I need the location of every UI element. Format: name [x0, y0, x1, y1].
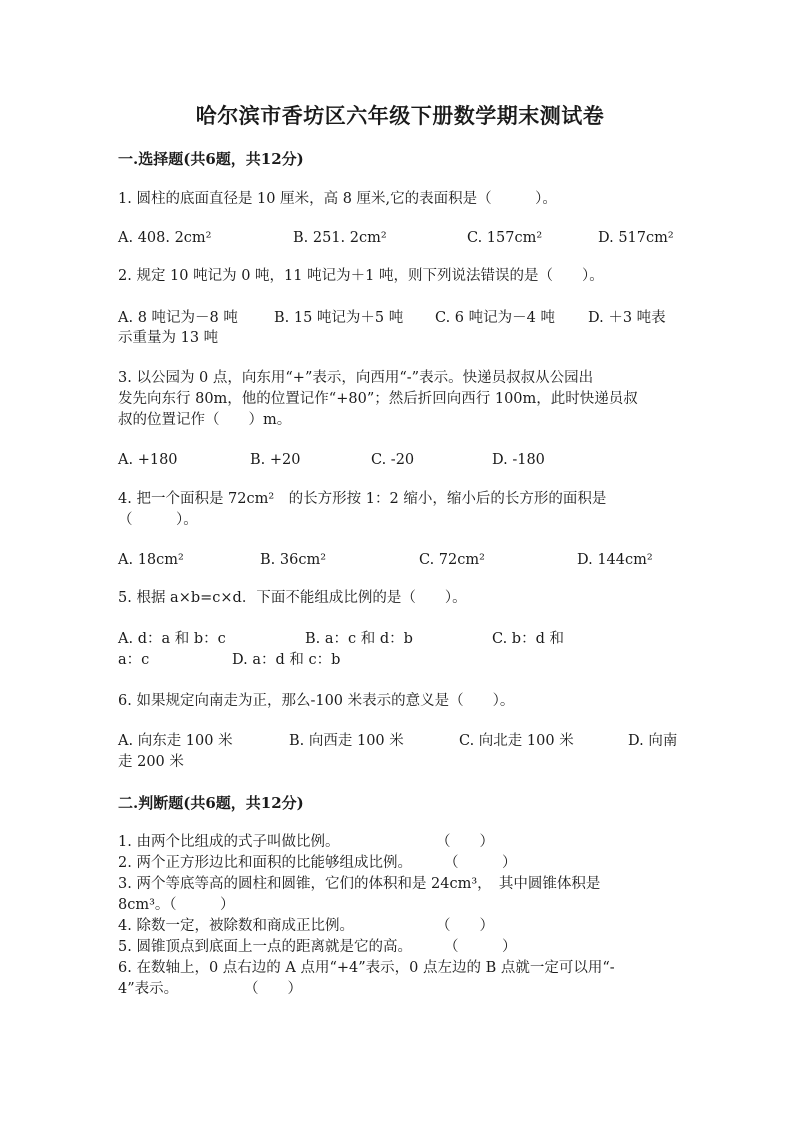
- question-stem: （ ）。: [118, 512, 198, 528]
- option-b: B. 向西走 100 米: [289, 733, 404, 749]
- answer-paren[interactable]: （ ）: [162, 897, 235, 913]
- answer-paren[interactable]: （ ）: [444, 855, 517, 871]
- judgement-text: 8cm³。: [118, 897, 170, 913]
- option-c: C. 72cm²: [419, 552, 485, 568]
- judgement-text: 3. 两个等底等高的圆柱和圆锥，它们的体积和是 24cm³， 其中圆锥体积是: [118, 876, 601, 892]
- option-c: C. -20: [371, 452, 415, 468]
- judgement-text: 5. 圆锥顶点到底面上一点的距离就是它的高。: [118, 939, 412, 955]
- option-c: C. b：d 和: [492, 631, 564, 647]
- answer-paren[interactable]: （ ）: [436, 918, 494, 934]
- question-stem: 5. 根据 a×b=c×d．下面不能组成比例的是（ ）。: [118, 590, 467, 606]
- option-continuation: a：c: [118, 652, 150, 668]
- option-a: A. 8 吨记为－8 吨: [118, 310, 238, 326]
- judgement-text: 6. 在数轴上，0 点右边的 A 点用“+4”表示，0 点左边的 B 点就一定可以用“-: [118, 960, 615, 976]
- section-heading-judgement: 二.判断题(共6题，共12分): [118, 794, 304, 812]
- option-d: D. -180: [492, 452, 545, 468]
- answer-paren[interactable]: （ ）: [244, 981, 302, 997]
- option-a: A. 18cm²: [118, 552, 184, 568]
- question-stem: 1. 圆柱的底面直径是 10 厘米，高 8 厘米,它的表面积是（ ）。: [118, 191, 557, 207]
- option-a: A. d：a 和 b：c: [118, 631, 226, 647]
- option-continuation: 示重量为 13 吨: [118, 330, 219, 346]
- option-b: B. +20: [250, 452, 301, 468]
- option-b: B. 15 吨记为＋5 吨: [274, 310, 404, 326]
- question-stem: 发先向东行 80m，他的位置记作“+80”；然后折回向西行 100m，此时快递员叔: [118, 391, 638, 407]
- question-stem: 4. 把一个面积是 72cm² 的长方形按 1：2 缩小，缩小后的长方形的面积是: [118, 491, 607, 507]
- answer-paren[interactable]: （ ）: [436, 834, 494, 850]
- option-b: B. 251. 2cm²: [293, 230, 387, 246]
- option-a: A. +180: [118, 452, 178, 468]
- question-stem: 叔的位置记作（ ）m。: [118, 412, 292, 428]
- option-d: D. a：d 和 c：b: [232, 652, 341, 668]
- judgement-item: [118, 956, 615, 980]
- option-a: A. 向东走 100 米: [118, 733, 233, 749]
- option-c: C. 157cm²: [467, 230, 543, 246]
- judgement-text: 4”表示。: [118, 981, 179, 997]
- option-c: C. 6 吨记为－4 吨: [435, 310, 555, 326]
- option-d: D. 向南: [628, 733, 678, 749]
- judgement-text: 4. 除数一定，被除数和商成正比例。: [118, 918, 354, 934]
- option-b: B. a：c 和 d：b: [305, 631, 413, 647]
- question-stem: 6. 如果规定向南走为正，那么-100 米表示的意义是（ ）。: [118, 693, 515, 709]
- judgement-text: 2. 两个正方形边比和面积的比能够组成比例。: [118, 855, 412, 871]
- question-stem: 3. 以公园为 0 点，向东用“+”表示，向西用“-”表示。快递员叔叔从公园出: [118, 370, 594, 386]
- option-d: D. 144cm²: [577, 552, 653, 568]
- page-title: 哈尔滨市香坊区六年级下册数学期末测试卷: [195, 103, 605, 128]
- section-heading-choice: 一.选择题(共6题，共12分): [118, 150, 304, 168]
- judgement-item-continuation: [118, 977, 178, 1001]
- judgement-text: 1. 由两个比组成的式子叫做比例。: [118, 834, 340, 850]
- option-d: D. 517cm²: [598, 230, 674, 246]
- option-c: C. 向北走 100 米: [459, 733, 574, 749]
- answer-paren[interactable]: （ ）: [444, 939, 517, 955]
- option-d: D. ＋3 吨表: [588, 310, 666, 326]
- question-stem: 2. 规定 10 吨记为 0 吨，11 吨记为＋1 吨，则下列说法错误的是（ ）。: [118, 268, 604, 284]
- option-a: A. 408. 2cm²: [118, 230, 212, 246]
- option-continuation: 走 200 米: [118, 754, 184, 770]
- option-b: B. 36cm²: [260, 552, 327, 568]
